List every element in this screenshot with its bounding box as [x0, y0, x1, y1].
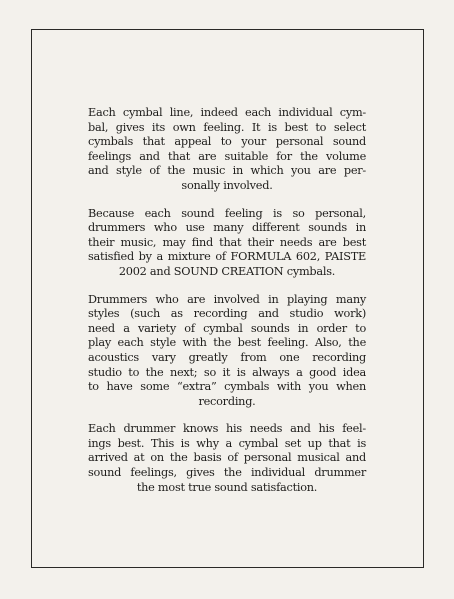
- paragraph-2: [88, 207, 366, 280]
- paragraph-line: their music, may find that their needs are best: [88, 235, 366, 249]
- paragraph-3: [88, 293, 366, 410]
- paragraph-line: arrived at on the basis of personal musical and: [88, 451, 366, 465]
- paragraph-1: [88, 106, 366, 194]
- paragraph-line: recording.: [198, 394, 256, 408]
- paragraph-line: drummers who use many different sounds in: [88, 221, 366, 235]
- paragraph-line: bal, gives its own feeling. It is best to select: [88, 120, 366, 134]
- paragraph-line: acoustics vary greatly from one recording: [88, 350, 366, 364]
- paragraph-line: satisfied by a mixture of FORMULA 602, PAISTE: [88, 250, 366, 264]
- paragraph-line: Each cymbal line, indeed each individual cym-: [88, 106, 366, 119]
- paragraph-line: Drummers who are involved in playing many: [88, 292, 366, 306]
- paragraph-line: to have some “extra” cymbals with you when: [88, 380, 366, 394]
- paragraph-line: Each drummer knows his needs and his feel-: [88, 422, 366, 436]
- paragraph-4: [88, 422, 366, 495]
- paragraph-line: play each style with the best feeling. Also, the: [88, 336, 366, 350]
- paragraph-line: and style of the music in which you are per-: [88, 164, 366, 178]
- text-body: [88, 106, 366, 508]
- paragraph-line: Because each sound feeling is so personal,: [88, 206, 366, 220]
- paragraph-line: sonally involved.: [181, 178, 273, 192]
- paragraph-line: cymbals that appeal to your personal sound: [88, 135, 366, 149]
- paragraph-line: the most true sound satisfaction.: [136, 480, 318, 494]
- paragraph-line: sound feelings, gives the individual drummer: [88, 466, 366, 480]
- paragraph-line: feelings and that are suitable for the volume: [88, 149, 366, 163]
- paragraph-line: ings best. This is why a cymbal set up that is: [88, 436, 366, 450]
- paragraph-line: styles (such as recording and studio work): [88, 307, 366, 321]
- paragraph-line: studio to the next; so it is always a good idea: [88, 365, 366, 379]
- paragraph-line: need a variety of cymbal sounds in order to: [88, 321, 366, 335]
- paragraph-line: 2002 and SOUND CREATION cymbals.: [118, 264, 336, 278]
